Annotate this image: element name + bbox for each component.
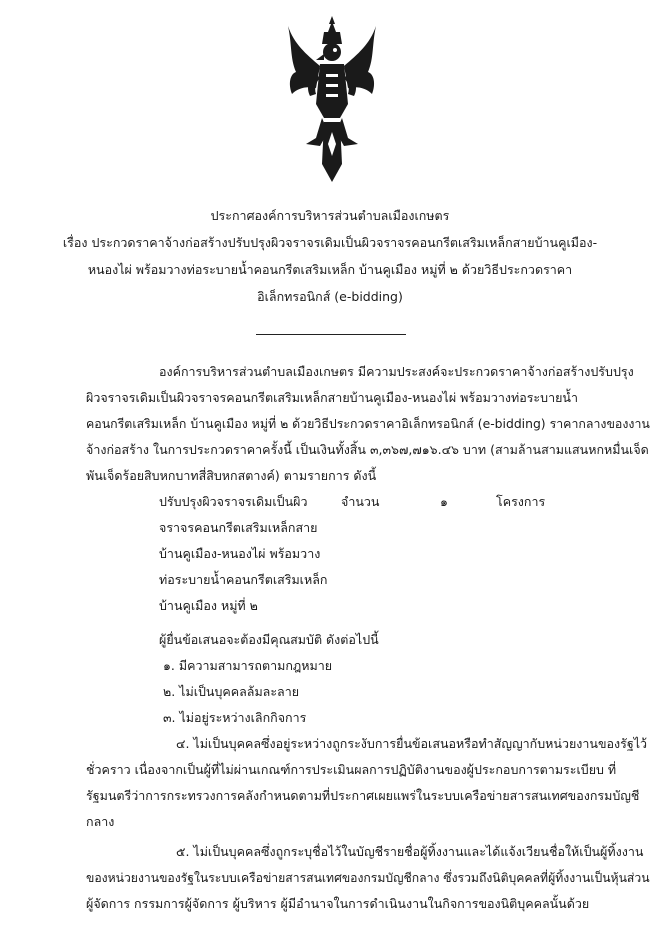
header-divider: [256, 334, 406, 335]
qualification-4-line-2: ชั่วคราว เนื่องจากเป็นผู้ที่ไม่ผ่านเกณฑ์การประเมินผลการปฏิบัติงานของผู้ประกอบการตามระเบียบ ที่: [86, 762, 617, 777]
item-desc-line-3: บ้านคูเมือง-หนองไผ่ พร้อมวาง: [159, 546, 321, 561]
qualifications-heading: ผู้ยื่นข้อเสนอจะต้องมีคุณสมบัติ ดังต่อไปนี้: [159, 632, 379, 647]
qualification-5-line-2: ของหน่วยงานของรัฐในระบบเครือข่ายสารสนเทศของกรมบัญชีกลาง ซึ่งรวมถึงนิติบุคคลที่ผู้ทิ้งงานเป็นหุ้นส่วน: [86, 871, 650, 885]
qualification-4-line-3: รัฐมนตรีว่าการกระทรวงการคลังกำหนดตามที่ประกาศเผยแพร่ในระบบเครือข่ายสารสนเทศของกรมบัญชี: [86, 788, 640, 803]
item-desc-line-5: บ้านคูเมือง หมู่ที่ ๒: [159, 598, 258, 613]
intro-line-5: พันเจ็ดร้อยสิบหกบาทสี่สิบหกสตางค์) ตามรายการ ดังนี้: [86, 468, 377, 483]
announcement-title: ประกาศองค์การบริหารส่วนตำบลเมืองเกษตร: [210, 208, 450, 223]
intro-line-4: จ้างก่อสร้าง ในการประกวดราคาครั้งนี้ เป็นเงินทั้งสิ้น ๓,๓๖๗,๗๑๖.๔๖ บาท (สามล้านสามแสนหกหมื่นเจ็ด: [86, 442, 649, 457]
subject-line-2: หนองไผ่ พร้อมวางท่อระบายน้ำคอนกรีตเสริมเหล็ก บ้านคูเมือง หมู่ที่ ๒ ด้วยวิธีประกวดราคา: [87, 262, 573, 277]
garuda-emblem-icon: [286, 14, 378, 186]
subject-line-3: อิเล็กทรอนิกส์ (e-bidding): [257, 289, 403, 304]
intro-line-3: คอนกรีตเสริมเหล็ก บ้านคูเมือง หมู่ที่ ๒ ด้วยวิธีประกวดราคาอิเล็กทรอนิกส์ (e-bidding) ราคากลางของงาน: [86, 417, 650, 431]
item-qty: ๑: [440, 494, 448, 509]
qualification-5-line-3: ผู้จัดการ กรรมการผู้จัดการ ผู้บริหาร ผู้มีอำนาจในการดำเนินงานในกิจการของนิติบุคคลนั้นด้วย: [86, 896, 590, 911]
item-desc-line-2: จราจรคอนกรีตเสริมเหล็กสาย: [159, 520, 318, 535]
qualification-2: ๒. ไม่เป็นบุคคลล้มละลาย: [163, 684, 300, 699]
qualification-3: ๓. ไม่อยู่ระหว่างเลิกกิจการ: [163, 710, 307, 725]
item-desc-line-4: ท่อระบายน้ำคอนกรีตเสริมเหล็ก: [159, 572, 328, 587]
intro-line-1: องค์การบริหารส่วนตำบลเมืองเกษตร มีความประสงค์จะประกวดราคาจ้างก่อสร้างปรับปรุง: [159, 364, 634, 379]
qualification-4-line-4: กลาง: [86, 814, 115, 829]
item-unit: โครงการ: [496, 494, 546, 509]
qualification-1: ๑. มีความสามารถตามกฎหมาย: [163, 658, 333, 673]
item-qty-label: จำนวน: [341, 494, 380, 509]
intro-line-2: ผิวจราจรเดิมเป็นผิวจราจรคอนกรีตเสริมเหล็กสายบ้านคูเมือง-หนองไผ่ พร้อมวางท่อระบายน้ำ: [86, 390, 578, 405]
qualification-5-line-1: ๕. ไม่เป็นบุคคลซึ่งถูกระบุชื่อไว้ในบัญชีรายชื่อผู้ทิ้งงานและได้แจ้งเวียนชื่อให้เป็นผู้ทิ้งงาน: [176, 844, 644, 859]
item-desc-line-1: ปรับปรุงผิวจราจรเดิมเป็นผิว: [159, 494, 308, 509]
subject-line-1: เรื่อง ประกวดราคาจ้างก่อสร้างปรับปรุงผิวจราจรเดิมเป็นผิวจราจรคอนกรีตเสริมเหล็กสายบ้านคูเมือง-: [62, 235, 598, 250]
qualification-4-line-1: ๔. ไม่เป็นบุคคลซึ่งอยู่ระหว่างถูกระงับการยื่นข้อเสนอหรือทำสัญญากับหน่วยงานของรัฐไว้: [176, 736, 648, 751]
